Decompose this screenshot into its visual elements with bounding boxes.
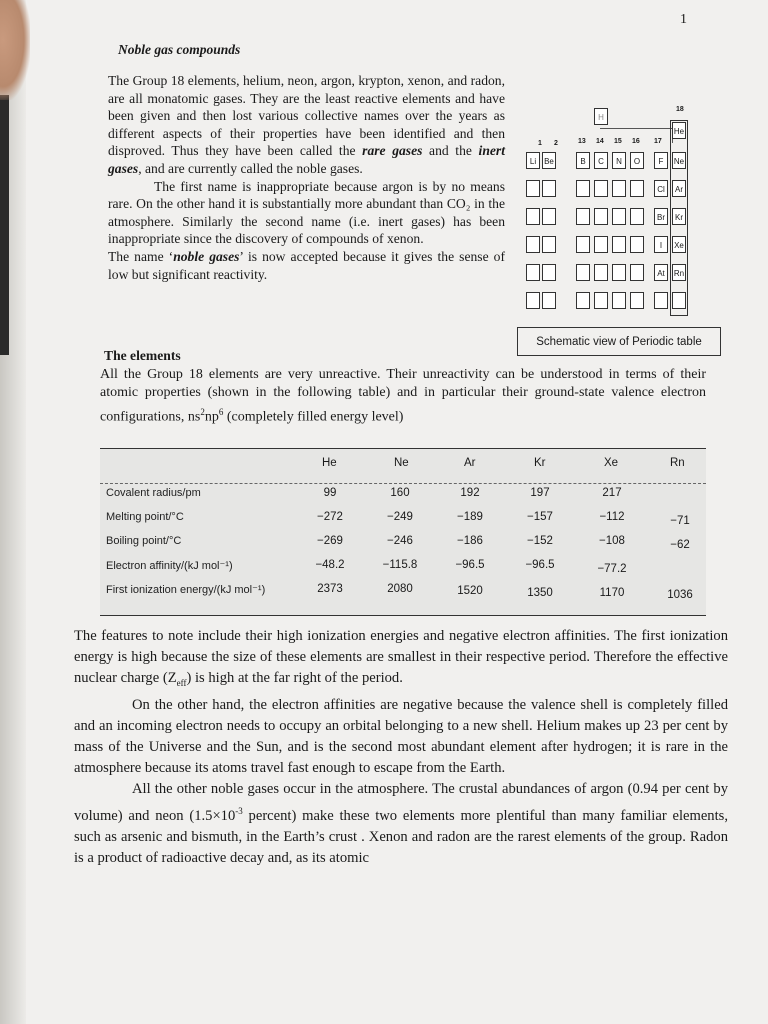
table-cell: −186 (457, 535, 483, 547)
body-text (74, 626, 728, 869)
element-cell (542, 180, 556, 197)
element-cell-b: B (576, 152, 590, 169)
table-cell: −249 (387, 511, 413, 523)
row-label: Melting point/°C (106, 511, 184, 523)
elements-text: All the Group 18 elements are very unreactive. Their unreactivity can be understood in terms of their atomic properties (shown in the following table) and in particular their ground-state valence electron configurations, $ns^2np^6$ (completely filled energy level) (100, 367, 706, 425)
table-cell: −96.5 (525, 559, 555, 571)
table-cell: −115.8 (382, 559, 418, 571)
element-cell-o: O (630, 152, 644, 169)
table-cell: 99 (323, 487, 337, 499)
element-cell (576, 292, 590, 309)
table-cell: −48.2 (315, 559, 345, 571)
element-cell (630, 292, 644, 309)
table-separator (100, 483, 706, 484)
element-cell (594, 292, 608, 309)
row-label: Boiling point/°C (106, 535, 182, 547)
table-cell: 1350 (527, 587, 553, 599)
periodic-table-schematic (520, 104, 720, 332)
table-cell: 1520 (457, 585, 483, 597)
table-cell: −96.5 (455, 559, 485, 571)
element-cell (612, 208, 626, 225)
element-cell-xe: Xe (672, 236, 686, 253)
row-label: Electron affinity/(kJ mol⁻¹) (106, 560, 233, 572)
element-cell-he: He (672, 122, 686, 139)
element-cell (576, 264, 590, 281)
table-cell: 2080 (387, 583, 413, 595)
intro-paragraph-3: The name ‘noble gases’ is now accepted because it gives the sense of low but significant reactivity. (108, 248, 505, 282)
group-number: 13 (578, 138, 586, 145)
element-cell (594, 180, 608, 197)
element-cell-ar: Ar (672, 180, 686, 197)
element-cell (594, 264, 608, 281)
element-cell (630, 180, 644, 197)
group-number: 15 (614, 138, 622, 145)
group-number: 18 (676, 106, 684, 113)
element-cell (542, 208, 556, 225)
element-cell (542, 236, 556, 253)
row-label: First ionization energy/(kJ mol⁻¹) (106, 584, 266, 596)
book-spine (0, 95, 9, 355)
table-cell: 192 (460, 487, 480, 499)
element-cell-h: H (594, 108, 608, 125)
table-cell: −112 (599, 511, 625, 523)
page-number: 1 (680, 12, 687, 27)
group-number: 2 (554, 140, 558, 147)
element-cell (576, 208, 590, 225)
group-number: 14 (596, 138, 604, 145)
element-cell-rn: Rn (672, 264, 686, 281)
table-header-ne: Ne (394, 457, 409, 469)
intro-text (108, 72, 505, 283)
table-cell: 1036 (667, 589, 693, 601)
body-paragraph-2: On the other hand, the electron affinities are negative because the valence shell is completely filled and an incoming electron needs to occupy an orbital belonging to a new shell. Helium makes up 23 per cent by mass of the Universe and the Sun, and is the second most abundant element after hydrogen; it is rare in the atmosphere because its atoms travel fast enough to escape from the Earth. (74, 696, 728, 777)
table-cell: −246 (387, 535, 413, 547)
element-cell (526, 208, 540, 225)
table-header-xe: Xe (604, 457, 619, 469)
table-cell: −189 (457, 511, 483, 523)
element-cell-f: F (654, 152, 668, 169)
element-cell-c: C (594, 152, 608, 169)
element-cell (612, 292, 626, 309)
elements-heading: The elements (104, 348, 181, 363)
finger-image (0, 0, 30, 100)
properties-table (100, 448, 706, 616)
table-header-ar: Ar (464, 457, 476, 469)
element-cell-br: Br (654, 208, 668, 225)
element-cell (542, 264, 556, 281)
element-cell (594, 208, 608, 225)
table-cell: 217 (602, 487, 622, 499)
table-cell: −71 (670, 515, 690, 527)
element-cell (526, 264, 540, 281)
table-cell: −108 (599, 535, 625, 547)
row-label: Covalent radius/pm (106, 487, 201, 499)
element-cell (630, 236, 644, 253)
table-header-he: He (322, 457, 337, 469)
element-cell (630, 264, 644, 281)
bracket-line (600, 128, 673, 143)
element-cell (576, 180, 590, 197)
table-cell: 160 (390, 487, 410, 499)
element-cell-li: Li (526, 152, 540, 169)
body-paragraph-1: The features to note include their high ionization energies and negative electron affinities. The first ionization energy is high because the size of these elements are smallest in their respective period. Therefore the effective nuclear charge $(Z_{eff})$ is high at the far right of the period. (74, 628, 728, 689)
table-header-kr: Kr (534, 457, 546, 469)
table-cell: −157 (527, 511, 553, 523)
table-cell: −272 (317, 511, 343, 523)
table-cell: −269 (317, 535, 343, 547)
element-cell (526, 236, 540, 253)
table-cell: −77.2 (597, 563, 627, 575)
table-cell: 2373 (317, 583, 343, 595)
table-cell: 197 (530, 487, 550, 499)
element-cell (594, 236, 608, 253)
table-cell: 1170 (599, 587, 625, 599)
element-cell (654, 292, 668, 309)
intro-paragraph-1: The Group 18 elements, helium, neon, argon, krypton, xenon, and radon, are all monatomic gases. They are the least reactive elements and have been given and then lost various collective names over the years as different aspects of their properties have been identified and then disproved. Thus they have been called the rare gases and the inert gases, and are currently called the noble gases. (108, 73, 505, 176)
element-cell-be: Be (542, 152, 556, 169)
table-cell: −62 (670, 539, 690, 551)
element-cell (526, 292, 540, 309)
element-cell-cl: Cl (654, 180, 668, 197)
group-number: 16 (632, 138, 640, 145)
element-cell (526, 180, 540, 197)
table-cell: −152 (527, 535, 553, 547)
element-cell (630, 208, 644, 225)
element-cell-n: N (612, 152, 626, 169)
element-cell (612, 180, 626, 197)
element-cell (612, 236, 626, 253)
element-cell-kr: Kr (672, 208, 686, 225)
element-cell (576, 236, 590, 253)
periodic-table-caption: Schematic view of Periodic table (517, 327, 721, 356)
table-header-rn: Rn (670, 457, 685, 469)
section-heading: Noble gas compounds (118, 42, 241, 57)
group-18-outline (670, 120, 688, 316)
body-paragraph-3: All the other noble gases occur in the atmosphere. The crustal abundances of argon (0.94 per cent by volume) and neon ($1.5\times 10^{-3}$ percent) make these two elements more plentiful than many familiar elements, such as arsenic and bismuth, in the Earth’s crust . Xenon and radon are the rarest elements of the group. Radon is a product of radioactive decay and, as its atomic (74, 781, 728, 866)
element-cell-i: I (654, 236, 668, 253)
element-cell-at: At (654, 264, 668, 281)
group-number: 17 (654, 138, 662, 145)
element-cell-ne: Ne (672, 152, 686, 169)
element-cell (542, 292, 556, 309)
intro-paragraph-2: The first name is inappropriate because argon is by no means rare. On the other hand it is substantially more abundant than CO₂ in the atmosphere. Similarly the second name (i.e. inert gases) has been inappropriate since the discovery of compounds of xenon. (108, 178, 505, 247)
element-cell (612, 264, 626, 281)
group-number: 1 (538, 140, 542, 147)
